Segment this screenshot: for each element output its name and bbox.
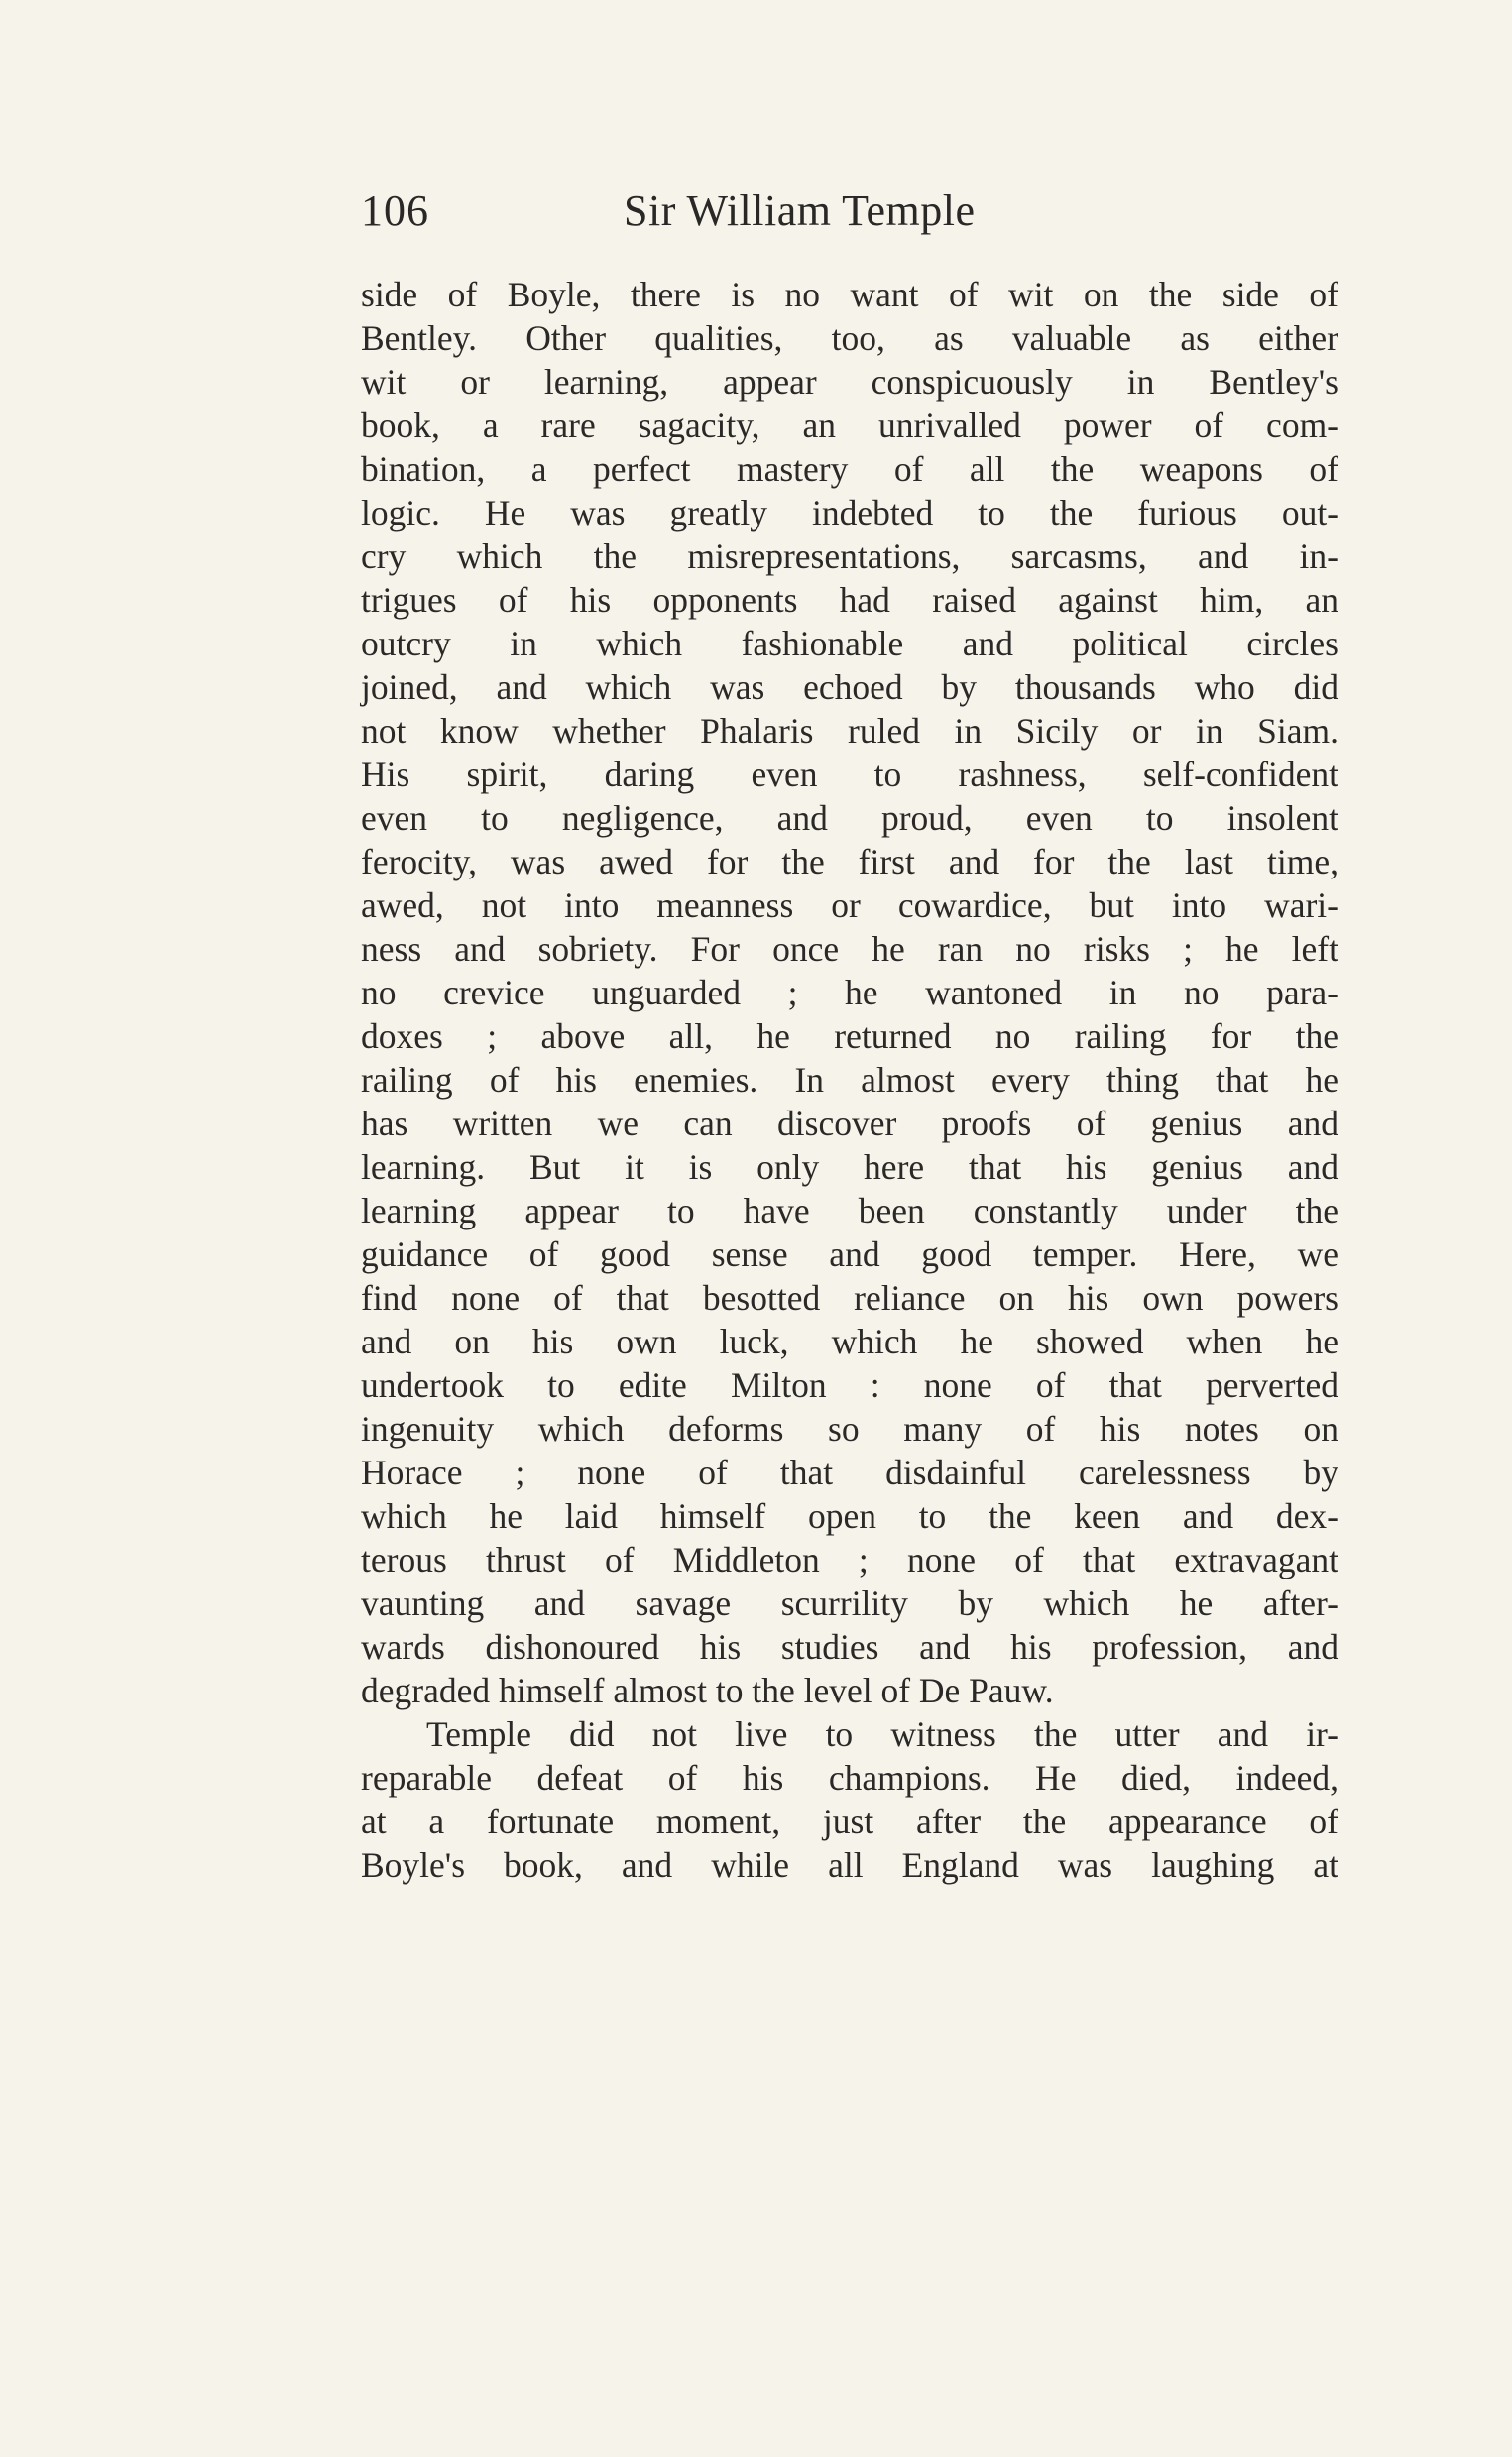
text-line: wards dishonoured his studies and his profession, and <box>361 1627 1338 1667</box>
text-line: and on his own luck, which he showed when he <box>361 1322 1338 1361</box>
text-line: ferocity, was awed for the first and for the last time, <box>361 842 1338 881</box>
text-line: railing of his enemies. In almost every thing that he <box>361 1060 1338 1100</box>
text-line: bination, a perfect mastery of all the weapons of <box>361 449 1338 489</box>
text-line: book, a rare sagacity, an unrivalled power of com- <box>361 406 1338 445</box>
text-line: outcry in which fashionable and political circles <box>361 624 1338 663</box>
text-line: terous thrust of Middleton ; none of that extravagant <box>361 1540 1338 1580</box>
text-line: learning appear to have been constantly under the <box>361 1191 1338 1230</box>
text-line: even to negligence, and proud, even to insolent <box>361 798 1338 838</box>
text-line: learning. But it is only here that his genius and <box>361 1147 1338 1187</box>
text-line: degraded himself almost to the level of De Pauw. <box>361 1671 1054 1710</box>
text-line: guidance of good sense and good temper. Here, we <box>361 1234 1338 1274</box>
text-line: trigues of his opponents had raised against him, an <box>361 580 1338 620</box>
text-line: find none of that besotted reliance on his own powers <box>361 1278 1338 1318</box>
body-text <box>361 273 1338 1887</box>
text-line: joined, and which was echoed by thousands who did <box>361 667 1338 707</box>
page-header <box>361 176 1070 246</box>
text-line: awed, not into meanness or cowardice, but into wari- <box>361 885 1338 925</box>
text-line: vaunting and savage scurrility by which he after- <box>361 1583 1338 1623</box>
text-line: reparable defeat of his champions. He died, indeed, <box>361 1758 1338 1798</box>
text-line: ness and sobriety. For once he ran no risks ; he left <box>361 929 1338 969</box>
text-line: at a fortunate moment, just after the appearance of <box>361 1802 1338 1841</box>
running-head: Sir William Temple <box>624 186 976 235</box>
text-line: Horace ; none of that disdainful carelessness by <box>361 1453 1338 1492</box>
text-line: cry which the misrepresentations, sarcasms, and in- <box>361 536 1338 576</box>
text-line: His spirit, daring even to rashness, self-confident <box>361 755 1338 794</box>
page-number: 106 <box>361 186 429 235</box>
text-line: logic. He was greatly indebted to the furious out- <box>361 493 1338 532</box>
text-line: undertook to edite Milton : none of that perverted <box>361 1365 1338 1405</box>
text-line: no crevice unguarded ; he wantoned in no para- <box>361 973 1338 1012</box>
text-line: not know whether Phalaris ruled in Sicily or in Siam. <box>361 711 1338 751</box>
text-line: Boyle's book, and while all England was laughing at <box>361 1845 1338 1885</box>
text-line: which he laid himself open to the keen and dex- <box>361 1496 1338 1536</box>
text-line: doxes ; above all, he returned no railing for the <box>361 1016 1338 1056</box>
text-line: ingenuity which deforms so many of his notes on <box>361 1409 1338 1449</box>
text-line: side of Boyle, there is no want of wit on the side of <box>361 275 1338 314</box>
text-line: Bentley. Other qualities, too, as valuable as either <box>361 318 1338 358</box>
text-line: Temple did not live to witness the utter and ir- <box>426 1714 1338 1754</box>
text-line: has written we can discover proofs of genius and <box>361 1104 1338 1143</box>
text-line: wit or learning, appear conspicuously in Bentley's <box>361 362 1338 402</box>
